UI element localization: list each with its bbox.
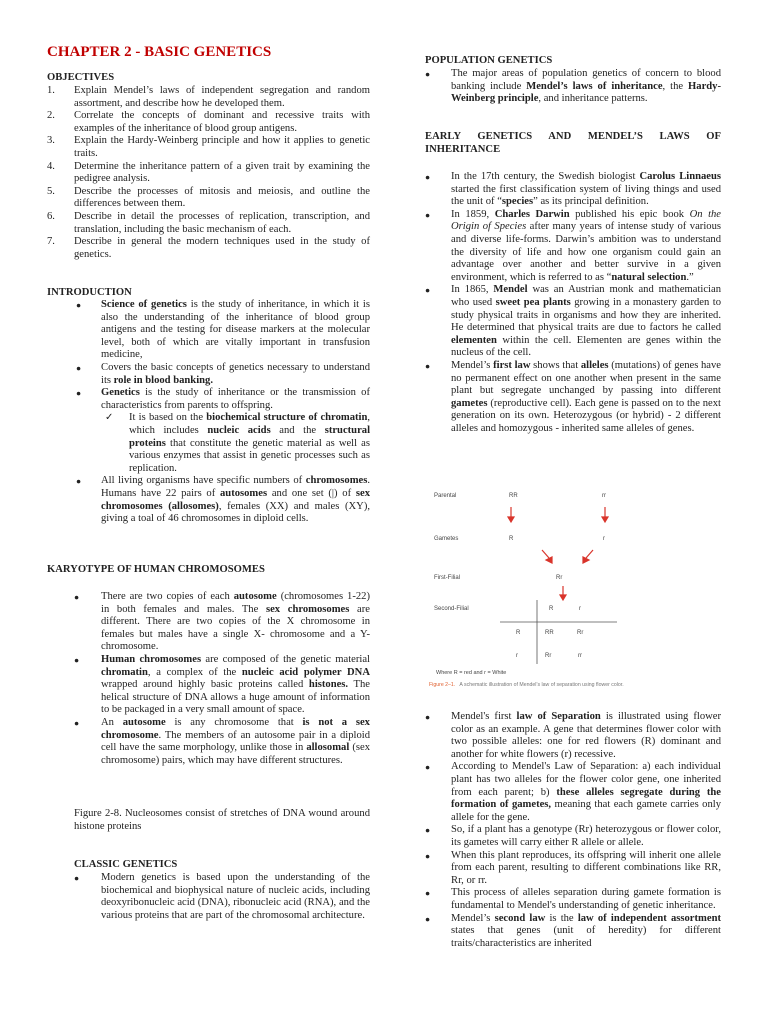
mendel-laws-list: [425, 711, 721, 950]
label-row-r: r: [516, 653, 518, 659]
objective-item: 5. Describe the processes of mitosis and meiosis, and outline the differences between them.: [47, 185, 370, 210]
objective-item: 3. Explain the Hardy-Weinberg principle and how it applies to genetic traits.: [47, 135, 370, 159]
label-first-filial: First-Filial: [434, 575, 460, 581]
objective-item: 4. Determine the inheritance pattern of a given trait by examining the pedigree analysis.: [47, 160, 370, 185]
chapter-title: CHAPTER 2 - BASIC GENETICS: [47, 44, 272, 60]
label-parental: Parental: [434, 493, 457, 499]
list-item: ● So, if a plant has a genotype (Rr) heterozygous or flower color, its gametes will carry either R allele or allele.: [425, 824, 721, 848]
list-item: ● In the 17th century, the Swedish biologist Carolus Linnaeus started the first classification system of living things and used the unit of “species” as its principal definition.: [425, 171, 721, 208]
bullet-icon: ●: [74, 717, 80, 728]
punnett-cell-RR: RR: [545, 630, 554, 636]
list-item: ● In 1859, Charles Darwin published his epic book On the Origin of Species after many years of intense study of various and diverse life-forms. Darwin’s ambition was to understand the diversity of life and how one organism could gain an advantage over another and better survive in a given environment, which is referred to as “natural selection.”: [425, 208, 722, 283]
label-gamete-R: R: [509, 536, 514, 542]
arrow-icon: [583, 550, 593, 563]
label-second-filial: Second-Filial: [434, 606, 469, 612]
list-item: ● There are two copies of each autosome (chromosomes 1-22) in both females and males. The sex chromosomes are different. There are two copies of the X chromosome in females but males have a single X- chromosome and a Y-chromosome.: [74, 591, 370, 653]
list-item: ● Mendel's first law of Separation is illustrated using flower color as an example. A gene that determines flower color with two possible alleles: one for red flowers (R) dominant and another for white flowers (r) recessive.: [425, 711, 721, 760]
label-f1-Rr: Rr: [556, 575, 563, 581]
arrow-icon: [602, 507, 608, 522]
label-parent-rr: rr: [602, 493, 606, 499]
list-item: ● All living organisms have specific numbers of chromosomes. Humans have 22 pairs of autosomes and one set (|) of sex chromosomes (allosomes), females (XX) and males (XY), giving a toal of 46 chromosomes in diploid cells.: [76, 475, 370, 525]
bullet-icon: ●: [425, 913, 431, 924]
checkmark-icon: ✓: [105, 412, 114, 424]
list-item: ● Mendel’s first law shows that alleles (mutations) of genes have no permanent effect on one another when present in the same plant but segregate unchanged by passing into different gametes (reproductive cell). Each gene is passed on to the next generation on its own. Heterozygous (or hybrid) - 2 different alleles and homozygous - inherited same alleles of genes.: [425, 359, 721, 434]
bullet-icon: ●: [76, 362, 82, 373]
early-genetics-list: [425, 171, 721, 435]
list-item: ● An autosome is any chromosome that is not a sex chromosome. The members of an autosome pair in a diploid cell have the same morphology, unlike those in allosomal (sex chromosome) pairs, which may have different structures.: [74, 716, 370, 766]
objective-item: 6. Describe in detail the processes of replication, transcription, and translation, including the basic mechanism of each.: [47, 210, 370, 235]
label-parent-RR: RR: [509, 493, 518, 499]
label-col-R: R: [549, 606, 554, 612]
punnett-cell-rr: rr: [578, 653, 582, 659]
label-row-R: R: [516, 630, 521, 636]
list-item: ● Genetics is the study of inheritance or the transmission of characteristics from parents to offspring.: [76, 387, 370, 411]
classic-genetics-heading: CLASSIC GENETICS: [74, 859, 178, 870]
objectives-heading: OBJECTIVES: [47, 72, 115, 83]
list-item: ● Modern genetics is based upon the understanding of the biochemical and biophysical nature of nucleic acids, including deoxyribonucleic acid (DNA), ribonucleic acid (RNA), and the various proteins that are part of the chromosomal architecture.: [74, 872, 370, 921]
population-genetics-heading: POPULATION GENETICS: [425, 55, 553, 66]
population-list: [425, 68, 721, 106]
bullet-icon: ●: [76, 388, 82, 399]
classic-genetics-list: [74, 872, 370, 922]
list-item: ● Mendel’s second law is the law of independent assortment states that genes (unit of heredity) for different traits/characteristics are inherited: [425, 912, 721, 949]
bullet-icon: ●: [425, 850, 431, 861]
bullet-icon: ●: [76, 300, 82, 310]
bullet-icon: ●: [74, 873, 80, 883]
figure-caption: [429, 682, 624, 688]
list-item: ● In 1865, Mendel was an Austrian monk and mathematician who used sweet pea plants growing in a monastery garden to study physical traits in organisms and how they are inherited. He determined that physical traits are due to factors he called elementen within the cell. Elementen are genes within the nucleus of the cell.: [425, 284, 721, 359]
bullet-icon: ●: [74, 592, 80, 602]
bullet-icon: ●: [425, 285, 431, 296]
punnett-cell-Rr: Rr: [577, 630, 584, 636]
figure-legend: Where R = red and r = White: [436, 670, 507, 676]
bullet-icon: ●: [425, 69, 431, 79]
introduction-list: [76, 299, 370, 526]
list-item: ✓ It is based on the biochemical structure of chromatin, which includes nucleic acids and the structural proteins that constitute the genetic material as well as various enzymes that assist in genetic processes such as replication.: [105, 412, 371, 474]
bullet-icon: ●: [76, 476, 82, 487]
mendel-figure: [427, 486, 637, 696]
bullet-icon: ●: [425, 762, 431, 773]
list-item: ● This process of alleles separation during gamete formation is fundamental to Mendel's understanding of genetic inheritance.: [425, 887, 721, 911]
list-item: ● According to Mendel's Law of Separation: a) each individual plant has two alleles for the flower color gene, one inherited from each parent; b) these alleles segregate during the formation of gametes, meaning that each gamete carries only allele for the gene.: [425, 761, 722, 823]
bullet-icon: ●: [425, 172, 431, 182]
arrow-icon: [542, 550, 552, 563]
arrow-icon: [508, 507, 514, 522]
bullet-icon: ●: [74, 654, 80, 665]
figure-caption-label: Figure 2–1.: [429, 682, 456, 688]
label-gamete-r: r: [603, 536, 605, 542]
figure-caption-text: A schematic illustration of Mendel’s law of separation using flower color.: [459, 682, 624, 688]
bullet-icon: ●: [425, 360, 431, 371]
list-item: ● Covers the basic concepts of genetics necessary to understand its role in blood banking.: [76, 361, 370, 386]
objective-item: 2. Correlate the concepts of dominant and recessive traits with examples of the inheritance of blood group antigens.: [47, 110, 370, 134]
karyotype-list: [74, 591, 370, 767]
list-item: ● The major areas of population genetics of concern to blood banking include Mendel’s laws of inheritance, the Hardy-Weinberg principle, and inheritance patterns.: [425, 68, 722, 105]
objective-item: 7. Describe in general the modern techniques used in the study of genetics.: [47, 236, 370, 260]
bullet-icon: ●: [425, 888, 431, 899]
punnett-cell-Rr: Rr: [545, 653, 552, 659]
introduction-heading: INTRODUCTION: [47, 287, 132, 298]
bullet-icon: ●: [425, 712, 431, 722]
objectives-list: [47, 85, 370, 261]
label-col-r: r: [579, 606, 581, 612]
objective-item: 1. Explain Mendel’s laws of independent segregation and random assortment, and describe how he developed them.: [47, 85, 370, 109]
bullet-icon: ●: [425, 209, 431, 220]
label-gametes: Gametes: [434, 536, 459, 542]
early-genetics-heading: EARLY GENETICS AND MENDEL’S LAWS OF INHERITANCE: [425, 131, 721, 155]
list-item: ● Science of genetics is the study of inheritance, in which it is also the understanding of the inheritance of blood group antigens and the testing for disease markers at the molecular level, both of which are vitally important in transfusion medicine,: [76, 299, 370, 361]
bullet-icon: ●: [425, 825, 431, 836]
karyotype-heading: KARYOTYPE OF HUMAN CHROMOSOMES: [47, 564, 265, 575]
list-item: ● When this plant reproduces, its offspring will inherit one allele from each parent, resulting to different combinations like RR, Rr, or rr.: [425, 849, 721, 886]
figure-note: Figure 2-8. Nucleosomes consist of stretches of DNA wound around histone proteins: [74, 808, 370, 832]
arrow-icon: [560, 586, 566, 600]
list-item: ● Human chromosomes are composed of the genetic material chromatin, a complex of the nucleic acid polymer DNA wrapped around highly basic proteins called histones. The helical structure of DNA allows a huge amount of information to be packaged in a very small amount of space.: [74, 653, 370, 716]
